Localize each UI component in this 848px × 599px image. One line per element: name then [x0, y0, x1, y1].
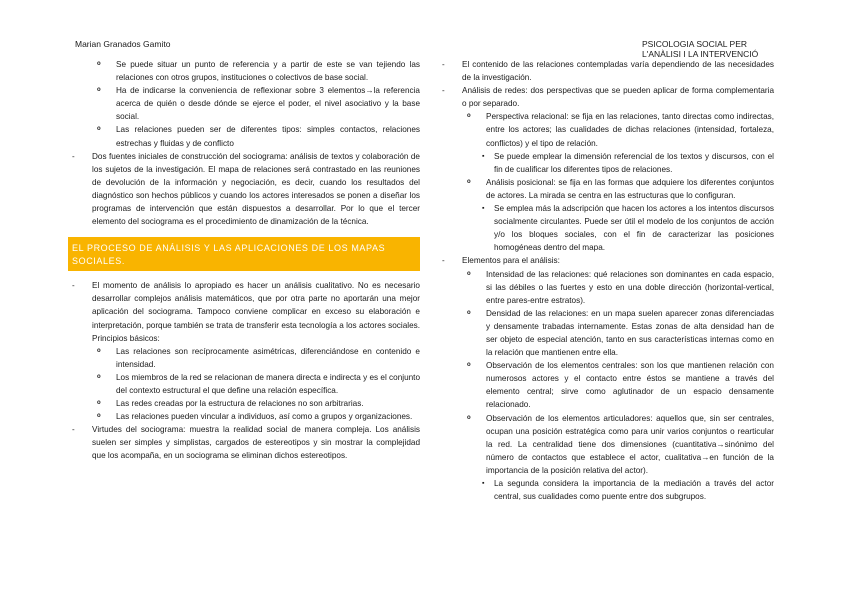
- list-item-text: Ha de indicarse la conveniencia de reflexionar sobre 3 elementos→la referencia acerca de quién o desde dónde se ejerce el poder, el nivel asociativo y la base social.: [116, 86, 420, 122]
- square-bullet-icon: ▪: [482, 205, 485, 213]
- list-item-text: Elementos para el análisis:: [462, 256, 560, 266]
- circle-bullet-icon: o: [97, 87, 101, 94]
- list-item: [438, 307, 774, 359]
- dash-bullet-icon: -: [442, 256, 445, 266]
- course-title: [642, 39, 758, 59]
- list-item: [68, 279, 420, 344]
- right-column: [438, 58, 774, 503]
- circle-bullet-icon: o: [467, 309, 471, 316]
- dash-bullet-icon: -: [72, 281, 75, 291]
- list-item: [68, 423, 420, 462]
- square-bullet-icon: ▪: [482, 480, 485, 487]
- circle-bullet-icon: o: [467, 270, 471, 277]
- circle-bullet-icon: o: [467, 178, 471, 185]
- list-item: [438, 110, 774, 149]
- dash-bullet-icon: -: [442, 60, 445, 69]
- list-item: [68, 150, 420, 229]
- dash-bullet-icon: -: [72, 425, 75, 435]
- list-item: [438, 176, 774, 202]
- circle-bullet-icon: o: [97, 126, 101, 133]
- list-item-text: Las relaciones pueden vincular a individuos, así como a grupos y organizaciones.: [116, 412, 413, 422]
- list-item: [68, 58, 420, 84]
- circle-bullet-icon: o: [467, 362, 471, 369]
- list-item-text: Se puede situar un punto de referencia y a partir de este se van tejiendo las relaciones con otros grupos, instituciones o colectivos de base social.: [116, 60, 420, 83]
- left-column: [68, 58, 420, 463]
- dash-bullet-icon: -: [442, 86, 445, 96]
- list-item: [438, 150, 774, 176]
- list-item-text: El momento de análisis lo apropiado es hacer un análisis cualitativo. No es necesario desarrollar complejos análisis matemáticos, que por otra parte no aportarán una mejor aplicación del sociograma. Tampoco conviene complicar en exceso su elaboración e interpretación, porque también se trata de transferir esta tecnología a los actores sociales. Principios básicos:: [92, 281, 420, 343]
- list-item-text: El contenido de las relaciones contempladas varía dependiendo de las necesidades de la investigación.: [462, 60, 774, 83]
- list-item: [438, 412, 774, 477]
- circle-bullet-icon: o: [97, 413, 101, 420]
- circle-bullet-icon: o: [97, 400, 101, 407]
- list-item-text: Virtudes del sociograma: muestra la realidad social de manera compleja. Los análisis suelen ser simples y simplistas, cargados de estereotipos y sin mostrar la complejidad que los acompaña, en un sociograma se eliminan dichos estereotipos.: [92, 425, 420, 461]
- list-item-text: Las relaciones pueden ser de diferentes tipos: simples contactos, relaciones estrechas y fluidas y de conflicto: [116, 125, 420, 148]
- circle-bullet-icon: o: [467, 414, 471, 421]
- circle-bullet-icon: o: [97, 373, 101, 380]
- list-item-text: Análisis posicional: se fija en las formas que adquiere los diferentes conjuntos de actores. La mirada se centra en las estructuras que lo configuran.: [486, 177, 774, 200]
- list-item-text: Dos fuentes iniciales de construcción del sociograma: análisis de textos y colaboración de los sujetos de la investigación. El mapa de relaciones será contrastado en las reuniones de devolución de la información y negociación, es decir, cuando los resultados del diagnóstico son hechos públicos y cuando los actores interesados se ponen a diseñar los programas de intervención que están dispuestos a desarrollar. Por lo que el tercer elemento del sociograma es el procedimiento de dinamización de la técnica.: [92, 151, 420, 227]
- list-item: [68, 397, 420, 410]
- list-item: [68, 84, 420, 123]
- list-item: [68, 410, 420, 423]
- circle-bullet-icon: o: [467, 113, 471, 120]
- list-item: [438, 84, 774, 110]
- list-item-text: Las redes creadas por la estructura de relaciones no son arbitrarias.: [116, 399, 364, 409]
- list-item-text: Se emplea más la adscripción que hacen los actores a los intentos discursos socialmente circulantes. Puede ser útil el modelo de los conjuntos de acción y/o los bloques sociales, con el fin de caracterizar las posiciones homogéneas dentro del mapa.: [494, 204, 774, 253]
- course-title-line1: PSICOLOGIA SOCIAL PER: [642, 39, 748, 49]
- list-item: [438, 202, 774, 254]
- list-item: [438, 254, 774, 267]
- list-item: [68, 371, 420, 397]
- list-item-text: Densidad de las relaciones: en un mapa suelen aparecer zonas diferenciadas y densamente trabadas internamente. Estas zonas de alta densidad han de ser objeto de especial atención, tanto en sus características internas como en la relación que mantienen entre ella.: [486, 308, 774, 358]
- list-item: [438, 477, 774, 503]
- section-heading: EL PROCESO DE ANÁLISIS Y LAS APLICACIONES DE LOS MAPAS SOCIALES.: [68, 237, 420, 271]
- author-name: Marian Granados Gamito: [75, 39, 171, 49]
- list-item: [438, 268, 774, 307]
- list-item-text: La segunda considera la importancia de la mediación a través del actor central, sus cualidades como puente entre dos subgrupos.: [494, 479, 774, 502]
- list-item: [68, 123, 420, 149]
- list-item-text: Observación de los elementos centrales: son los que mantienen relación con numerosos actores y el contacto entre éstos se mantiene a través del elemento central; sirve como aglutinador de un espacio densamente relacionado.: [486, 361, 774, 410]
- list-item-text: Se puede emplear la dimensión referencial de los textos y discursos, con el fin de cualificar los diferentes tipos de relaciones.: [494, 151, 774, 174]
- list-item-text: Perspectiva relacional: se fija en las relaciones, tanto directas como indirectas, entre los actores; las cualidades de dichas relaciones (intensidad, fortaleza, conflictos) y el tipo de relación.: [486, 112, 774, 148]
- list-item-text: Análisis de redes: dos perspectivas que se pueden aplicar de forma complementaria o por separado.: [462, 86, 774, 109]
- circle-bullet-icon: o: [97, 347, 101, 354]
- list-item: [438, 58, 774, 84]
- list-item-text: Observación de los elementos articuladores: aquellos que, sin ser centrales, ocupan una posición estratégica como para unir varios conjuntos o rearticular la red. La centralidad tiene dos dimensiones (cuantitativa→sinónimo del número de contactos que establece el actor, cualitativa→en función de la importancia de la posición relativa del actor).: [486, 413, 774, 475]
- list-item: [438, 359, 774, 411]
- square-bullet-icon: ▪: [482, 152, 485, 160]
- list-item-text: Las relaciones son recíprocamente asimétricas, diferenciándose en contenido e intensidad.: [116, 346, 420, 369]
- course-title-line2: L'ANÀLISI I LA INTERVENCIÓ: [642, 49, 759, 59]
- list-item-text: Intensidad de las relaciones: qué relaciones son dominantes en cada espacio, si las débiles o las fuertes y esto en una doble dirección (horizontal-vertical, entre pares-entre estratos).: [486, 269, 774, 305]
- list-item: [68, 345, 420, 371]
- circle-bullet-icon: o: [97, 61, 101, 67]
- list-item-text: Los miembros de la red se relacionan de manera directa e indirecta y es el conjunto del contexto estructural el que define una relación específica.: [116, 372, 421, 395]
- dash-bullet-icon: -: [72, 151, 75, 161]
